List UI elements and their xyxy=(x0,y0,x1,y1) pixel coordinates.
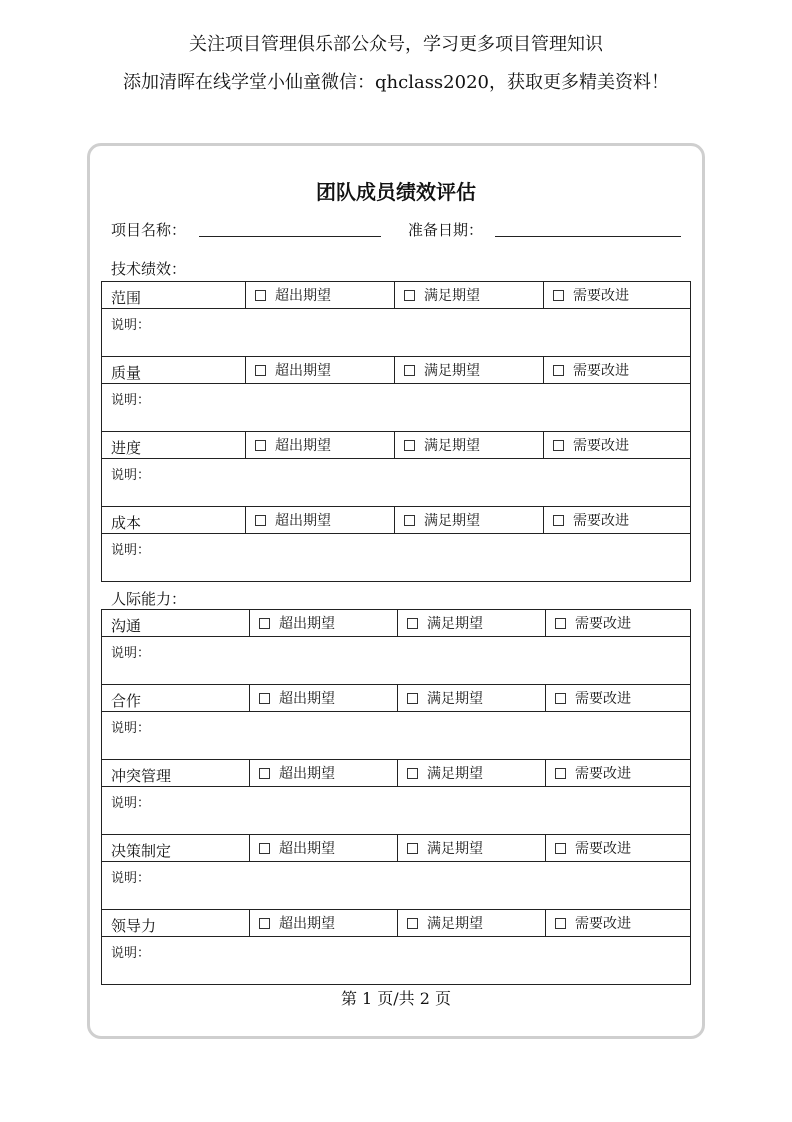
criterion-name: 质量 xyxy=(102,357,246,384)
note-label: 说明： xyxy=(111,796,151,811)
checkbox-icon[interactable] xyxy=(255,365,266,376)
project-name-field[interactable] xyxy=(199,236,381,237)
rating-option-label: 满足期望 xyxy=(424,288,480,304)
rating-option[interactable] xyxy=(398,685,546,712)
rating-option[interactable] xyxy=(250,835,398,862)
checkbox-icon[interactable] xyxy=(553,515,564,526)
rating-option[interactable] xyxy=(398,610,546,637)
checkbox-icon[interactable] xyxy=(404,515,415,526)
rating-option-label: 满足期望 xyxy=(427,766,483,782)
rating-option-label: 需要改进 xyxy=(575,841,631,857)
rating-option[interactable] xyxy=(546,760,691,787)
section-title-technical: 技术绩效： xyxy=(111,260,187,278)
note-field[interactable] xyxy=(102,637,691,685)
rating-option[interactable] xyxy=(246,282,395,309)
criterion-row xyxy=(102,685,691,712)
checkbox-icon[interactable] xyxy=(259,843,270,854)
checkbox-icon[interactable] xyxy=(404,440,415,451)
rating-option[interactable] xyxy=(544,507,691,534)
checkbox-icon[interactable] xyxy=(555,918,566,929)
note-field[interactable] xyxy=(102,534,691,582)
prepare-date-label: 准备日期： xyxy=(408,221,484,239)
note-field[interactable] xyxy=(102,384,691,432)
criterion-name: 进度 xyxy=(102,432,246,459)
criterion-name: 领导力 xyxy=(102,910,250,937)
rating-option-label: 超出期望 xyxy=(279,616,335,632)
rating-option[interactable] xyxy=(398,910,546,937)
rating-option[interactable] xyxy=(395,282,544,309)
note-label: 说明： xyxy=(111,871,151,886)
checkbox-icon[interactable] xyxy=(259,618,270,629)
criterion-name: 范围 xyxy=(102,282,246,309)
note-label: 说明： xyxy=(111,393,151,408)
note-field[interactable] xyxy=(102,787,691,835)
project-name-label: 项目名称： xyxy=(111,221,187,239)
criterion-row xyxy=(102,507,691,534)
section-title-interpersonal: 人际能力： xyxy=(111,590,187,608)
checkbox-icon[interactable] xyxy=(259,693,270,704)
rating-option[interactable] xyxy=(246,357,395,384)
rating-option-label: 超出期望 xyxy=(279,916,335,932)
rating-option[interactable] xyxy=(250,685,398,712)
form-title: 团队成员绩效评估 xyxy=(316,180,476,204)
criterion-name: 决策制定 xyxy=(102,835,250,862)
rating-option[interactable] xyxy=(395,357,544,384)
note-field[interactable] xyxy=(102,712,691,760)
rating-option-label: 超出期望 xyxy=(275,438,331,454)
criterion-row xyxy=(102,760,691,787)
rating-option[interactable] xyxy=(546,685,691,712)
checkbox-icon[interactable] xyxy=(555,843,566,854)
checkbox-icon[interactable] xyxy=(555,693,566,704)
rating-option[interactable] xyxy=(544,357,691,384)
rating-option[interactable] xyxy=(395,507,544,534)
rating-option-label: 超出期望 xyxy=(279,691,335,707)
rating-option[interactable] xyxy=(250,760,398,787)
rating-option-label: 满足期望 xyxy=(424,363,480,379)
rating-option-label: 需要改进 xyxy=(573,288,629,304)
note-field[interactable] xyxy=(102,862,691,910)
note-label: 说明： xyxy=(111,946,151,961)
checkbox-icon[interactable] xyxy=(407,918,418,929)
rating-option-label: 需要改进 xyxy=(573,513,629,529)
note-row xyxy=(102,309,691,357)
checkbox-icon[interactable] xyxy=(404,365,415,376)
rating-option[interactable] xyxy=(250,910,398,937)
rating-option-label: 超出期望 xyxy=(279,766,335,782)
rating-option-label: 需要改进 xyxy=(575,616,631,632)
criterion-name: 成本 xyxy=(102,507,246,534)
note-row xyxy=(102,937,691,985)
rating-option-label: 需要改进 xyxy=(575,691,631,707)
note-label: 说明： xyxy=(111,646,151,661)
checkbox-icon[interactable] xyxy=(553,290,564,301)
rating-option[interactable] xyxy=(544,282,691,309)
rating-option-label: 需要改进 xyxy=(575,916,631,932)
rating-option-label: 满足期望 xyxy=(427,691,483,707)
criterion-row xyxy=(102,432,691,459)
checkbox-icon[interactable] xyxy=(404,290,415,301)
rating-option-label: 满足期望 xyxy=(427,916,483,932)
checkbox-icon[interactable] xyxy=(407,693,418,704)
criterion-row xyxy=(102,282,691,309)
note-row xyxy=(102,384,691,432)
rating-option-label: 需要改进 xyxy=(573,363,629,379)
rating-option[interactable] xyxy=(395,432,544,459)
note-row xyxy=(102,459,691,507)
note-label: 说明： xyxy=(111,468,151,483)
criterion-row xyxy=(102,835,691,862)
rating-option-label: 需要改进 xyxy=(575,766,631,782)
rating-option[interactable] xyxy=(398,760,546,787)
rating-option[interactable] xyxy=(398,835,546,862)
checkbox-icon[interactable] xyxy=(553,440,564,451)
checkbox-icon[interactable] xyxy=(255,290,266,301)
prepare-date-field[interactable] xyxy=(495,236,681,237)
rating-option[interactable] xyxy=(544,432,691,459)
criterion-row xyxy=(102,357,691,384)
header-line-2: 添加清晖在线学堂小仙童微信：qhclass2020，获取更多精美资料！ xyxy=(123,72,669,93)
checkbox-icon[interactable] xyxy=(553,365,564,376)
page-number: 第 1 页/共 2 页 xyxy=(340,989,452,1008)
rating-option[interactable] xyxy=(546,835,691,862)
rating-option-label: 超出期望 xyxy=(279,841,335,857)
rating-option[interactable] xyxy=(250,610,398,637)
rating-option-label: 满足期望 xyxy=(424,513,480,529)
rating-option[interactable] xyxy=(246,507,395,534)
checkbox-icon[interactable] xyxy=(259,768,270,779)
note-row xyxy=(102,712,691,760)
rating-option-label: 超出期望 xyxy=(275,288,331,304)
checkbox-icon[interactable] xyxy=(407,768,418,779)
checkbox-icon[interactable] xyxy=(555,618,566,629)
checkbox-icon[interactable] xyxy=(255,440,266,451)
technical-eval-table xyxy=(101,281,691,582)
criterion-name: 冲突管理 xyxy=(102,760,250,787)
note-row xyxy=(102,534,691,582)
checkbox-icon[interactable] xyxy=(255,515,266,526)
checkbox-icon[interactable] xyxy=(555,768,566,779)
note-label: 说明： xyxy=(111,543,151,558)
note-field[interactable] xyxy=(102,937,691,985)
note-label: 说明： xyxy=(111,721,151,736)
interpersonal-eval-table xyxy=(101,609,691,985)
note-row xyxy=(102,787,691,835)
rating-option-label: 满足期望 xyxy=(427,616,483,632)
rating-option-label: 满足期望 xyxy=(424,438,480,454)
rating-option-label: 超出期望 xyxy=(275,513,331,529)
criterion-name: 合作 xyxy=(102,685,250,712)
rating-option-label: 超出期望 xyxy=(275,363,331,379)
checkbox-icon[interactable] xyxy=(259,918,270,929)
rating-option-label: 满足期望 xyxy=(427,841,483,857)
header-line-1: 关注项目管理俱乐部公众号，学习更多项目管理知识 xyxy=(189,34,603,55)
note-field[interactable] xyxy=(102,309,691,357)
note-row xyxy=(102,862,691,910)
criterion-name: 沟通 xyxy=(102,610,250,637)
criterion-row xyxy=(102,610,691,637)
checkbox-icon[interactable] xyxy=(407,618,418,629)
note-label: 说明： xyxy=(111,318,151,333)
rating-option-label: 需要改进 xyxy=(573,438,629,454)
criterion-row xyxy=(102,910,691,937)
rating-option[interactable] xyxy=(546,910,691,937)
checkbox-icon[interactable] xyxy=(407,843,418,854)
rating-option[interactable] xyxy=(246,432,395,459)
note-row xyxy=(102,637,691,685)
rating-option[interactable] xyxy=(546,610,691,637)
note-field[interactable] xyxy=(102,459,691,507)
